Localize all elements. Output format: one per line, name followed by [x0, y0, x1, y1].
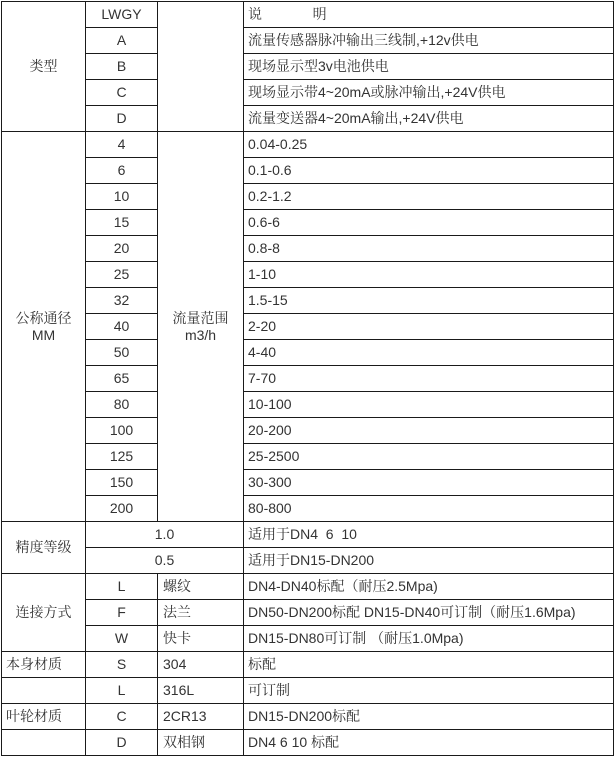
cell-range-6: 0.1-0.6 [244, 158, 614, 184]
cell-range-10: 0.2-1.2 [244, 184, 614, 210]
cell-dn-200: 200 [86, 496, 158, 522]
row-label-body-material: 本身材质 [2, 652, 86, 678]
table-row [2, 730, 614, 756]
cell-body-code-l: L [86, 678, 158, 704]
table-row [2, 678, 614, 704]
cell-dn-65: 65 [86, 366, 158, 392]
table-row [2, 210, 614, 236]
row-group-label-diameter [2, 132, 86, 522]
cell-body-desc-316l: 可订制 [244, 678, 614, 704]
cell-impeller-desc-duplex: DN4 6 10 标配 [244, 730, 614, 756]
flow-range-label-line2: m3/h [184, 326, 217, 343]
row-group-label-type: 类型 [2, 2, 86, 132]
table-row [2, 80, 614, 106]
cell-type-code-d: D [86, 106, 158, 132]
cell-empty-type-mid [158, 2, 244, 132]
cell-desc-title: 说 明 [244, 2, 614, 28]
cell-dn-32: 32 [86, 288, 158, 314]
table-row [2, 470, 614, 496]
cell-accuracy-1.0: 1.0 [86, 522, 244, 548]
table-row [2, 2, 614, 28]
cell-range-100: 20-200 [244, 418, 614, 444]
table-row [2, 704, 614, 730]
table-row [2, 366, 614, 392]
cell-dn-10: 10 [86, 184, 158, 210]
cell-type-code-c: C [86, 80, 158, 106]
cell-impeller-material-duplex: 双相钢 [158, 730, 244, 756]
cell-range-20: 0.8-8 [244, 236, 614, 262]
cell-conn-desc-l: DN4-DN40标配（耐压2.5Mpa) [244, 574, 614, 600]
table-row [2, 340, 614, 366]
table-row [2, 626, 614, 652]
cell-range-150: 30-300 [244, 470, 614, 496]
cell-empty-impeller-label [2, 730, 86, 756]
row-group-label-accuracy: 精度等级 [2, 522, 86, 574]
cell-conn-desc-w: DN15-DN80可订制 （耐压1.0Mpa) [244, 626, 614, 652]
table-row [2, 106, 614, 132]
cell-body-desc-304: 标配 [244, 652, 614, 678]
cell-conn-code-f: F [86, 600, 158, 626]
cell-conn-desc-f: DN50-DN200标配 DN15-DN40可订制（耐压1.6Mpa) [244, 600, 614, 626]
cell-type-desc-a: 流量传感器脉冲输出三线制,+12v供电 [244, 28, 614, 54]
cell-range-125: 25-2500 [244, 444, 614, 470]
cell-dn-150: 150 [86, 470, 158, 496]
table-row [2, 28, 614, 54]
cell-range-40: 2-20 [244, 314, 614, 340]
cell-flow-range-label [158, 132, 244, 522]
cell-conn-code-l: L [86, 574, 158, 600]
cell-conn-name-l: 螺纹 [158, 574, 244, 600]
cell-dn-6: 6 [86, 158, 158, 184]
row-group-label-connection: 连接方式 [2, 574, 86, 652]
table-row [2, 262, 614, 288]
cell-type-desc-d: 流量变送器4~20mA输出,+24V供电 [244, 106, 614, 132]
cell-range-80: 10-100 [244, 392, 614, 418]
spec-table [1, 1, 614, 756]
cell-dn-50: 50 [86, 340, 158, 366]
cell-body-code-s: S [86, 652, 158, 678]
cell-dn-25: 25 [86, 262, 158, 288]
diameter-label-line2: MM [31, 326, 56, 343]
cell-range-25: 1-10 [244, 262, 614, 288]
cell-type-desc-b: 现场显示型3v电池供电 [244, 54, 614, 80]
cell-model-code: LWGY [86, 2, 158, 28]
cell-conn-name-f: 法兰 [158, 600, 244, 626]
row-label-impeller-material: 叶轮材质 [2, 704, 86, 730]
cell-empty-body-label [2, 678, 86, 704]
table-row [2, 548, 614, 574]
cell-conn-code-w: W [86, 626, 158, 652]
cell-impeller-code-d: D [86, 730, 158, 756]
cell-conn-name-w: 快卡 [158, 626, 244, 652]
cell-accuracy-0.5: 0.5 [86, 548, 244, 574]
cell-dn-20: 20 [86, 236, 158, 262]
table-row [2, 158, 614, 184]
table-row [2, 314, 614, 340]
cell-range-50: 4-40 [244, 340, 614, 366]
table-row [2, 236, 614, 262]
cell-dn-125: 125 [86, 444, 158, 470]
table-row [2, 522, 614, 548]
cell-range-4: 0.04-0.25 [244, 132, 614, 158]
cell-type-code-a: A [86, 28, 158, 54]
table-row [2, 652, 614, 678]
cell-dn-80: 80 [86, 392, 158, 418]
cell-dn-4: 4 [86, 132, 158, 158]
cell-range-200: 80-800 [244, 496, 614, 522]
table-row [2, 288, 614, 314]
cell-type-desc-c: 现场显示带4~20mA或脉冲输出,+24V供电 [244, 80, 614, 106]
table-row [2, 132, 614, 158]
table-row [2, 54, 614, 80]
cell-range-32: 1.5-15 [244, 288, 614, 314]
table-row [2, 574, 614, 600]
cell-impeller-desc-2cr13: DN15-DN200标配 [244, 704, 614, 730]
cell-dn-100: 100 [86, 418, 158, 444]
cell-impeller-material-2cr13: 2CR13 [158, 704, 244, 730]
cell-dn-40: 40 [86, 314, 158, 340]
cell-range-15: 0.6-6 [244, 210, 614, 236]
cell-accuracy-1.0-desc: 适用于DN4 6 10 [244, 522, 614, 548]
cell-type-code-b: B [86, 54, 158, 80]
table-row [2, 444, 614, 470]
cell-body-material-316l: 316L [158, 678, 244, 704]
cell-accuracy-0.5-desc: 适用于DN15-DN200 [244, 548, 614, 574]
table-row [2, 392, 614, 418]
cell-dn-15: 15 [86, 210, 158, 236]
cell-range-65: 7-70 [244, 366, 614, 392]
cell-impeller-code-c: C [86, 704, 158, 730]
cell-body-material-304: 304 [158, 652, 244, 678]
diameter-label-line1: 公称通径 [15, 309, 72, 326]
table-row [2, 600, 614, 626]
flow-range-label-line1: 流量范围 [172, 309, 229, 326]
table-row [2, 184, 614, 210]
table-row [2, 496, 614, 522]
table-row [2, 418, 614, 444]
